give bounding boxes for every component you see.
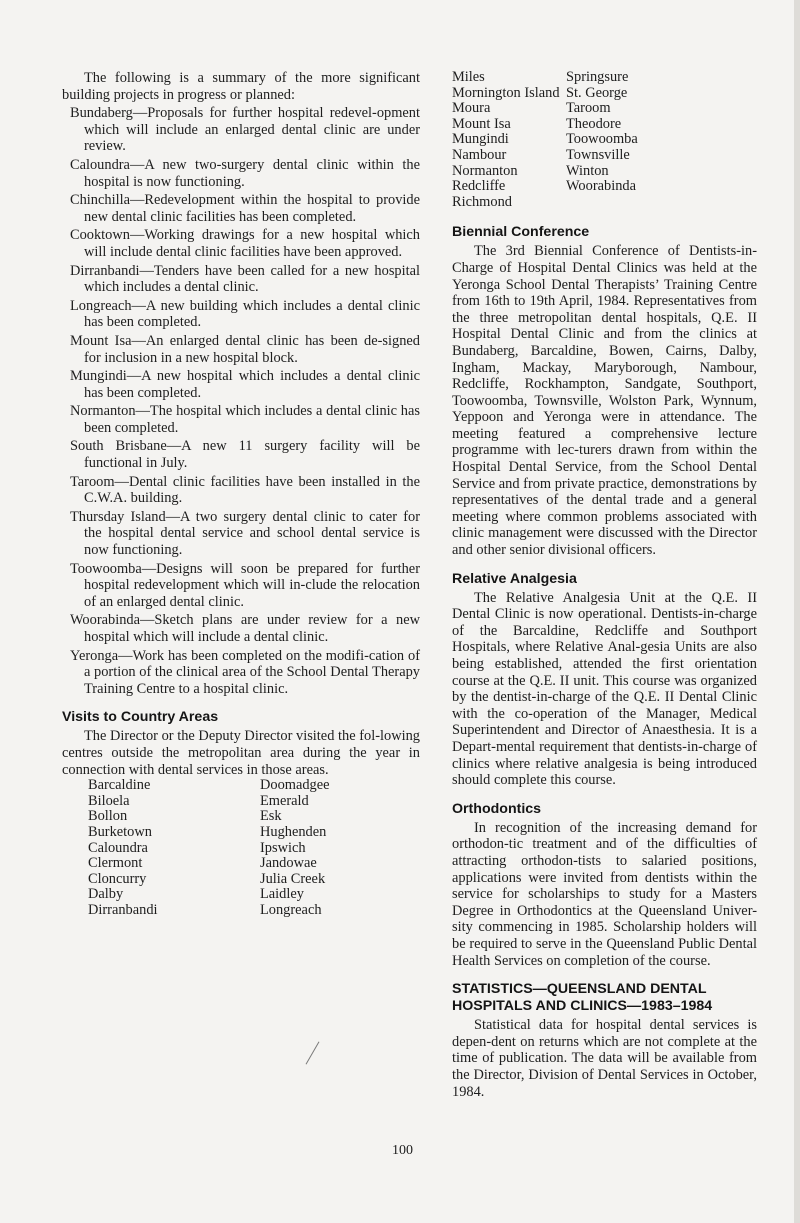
project-entry: Longreach—A new building which includes a dental clinic has been completed. [70, 297, 420, 331]
town-item: Cloncurry [88, 870, 147, 887]
orthodontics-heading: Orthodontics [452, 800, 542, 817]
project-entry: Taroom—Dental clinic facilities have been installed in the C.W.A. building. [70, 473, 420, 507]
biennial-conference-paragraph: The 3rd Biennial Conference of Dentists-in-Charge of Hospital Dental Clinics was held at the Yeronga School Dental Therapists’ Training Centre from 16th to 19th April, 1984. Representatives from the three metropolitan dental hospitals, Q.E. II Hospital Dental Clinic and from the clinics at Bundaberg, Barcaldine, Bowen, Cairns, Dalby, Ingham, Mackay, Maryborough, Nambour, Redcliffe, Rockhampton, Sandgate, Southport, Toowoomba, Townsville, Wolston Park, Wynnum, Yeppoon and Yeronga were in attendance. The meeting featured a comprehensive lecture programme with lec-turers drawn from within the Hospital Dental Service, from the School Dental Service and from private practice, demonstrations by representatives of the dental trade and a general meeting where common problems associated with clinic management were discussed with the Director and other senior divisional officers. [452, 243, 757, 559]
town-item: Woorabinda [566, 178, 636, 195]
biennial-conference-heading: Biennial Conference [452, 224, 590, 241]
visits-heading: Visits to Country Areas [62, 709, 219, 726]
town-item: Mungindi [452, 131, 509, 148]
page-edge-shadow [794, 0, 800, 1223]
visited-towns-list-continued [452, 70, 757, 210]
town-item: Dirranbandi [88, 901, 158, 918]
town-item: Doomadgee [260, 777, 330, 794]
town-item: Theodore [566, 115, 622, 132]
project-entry: South Brisbane—A new 11 surgery facility will be functional in July. [70, 438, 420, 472]
relative-analgesia-heading: Relative Analgesia [452, 570, 577, 587]
town-item: Normanton [452, 162, 518, 179]
pen-mark [306, 1041, 320, 1064]
town-item: Caloundra [88, 839, 148, 856]
town-item: St. George [566, 84, 628, 101]
project-entry: Chinchilla—Redevelopment within the hospital to provide new dental clinic facilities has been completed. [70, 192, 420, 225]
project-list [62, 105, 420, 697]
project-entry: Normanton—The hospital which includes a dental clinic has been completed. [70, 403, 420, 436]
town-item: Esk [260, 808, 282, 825]
town-item: Townsville [566, 146, 630, 163]
project-entry: Toowoomba—Designs will soon be prepared for further hospital redevelopment which will in-clude the relocation of an enlarged dental clinic. [70, 560, 420, 610]
right-column [452, 70, 757, 1100]
town-item: Nambour [452, 146, 507, 163]
town-item: Hughenden [260, 823, 327, 840]
relative-analgesia-paragraph: The Relative Analgesia Unit at the Q.E. II Dental Clinic is now operational. Dentists-in-charge of the Barcaldine, Redcliffe and Southport Hospitals, where Relative Anal-gesia Units are also being established, attended the first orientation course at the Q.E. II unit. This course was organized by the dentist-in-charge of the Q.E. II Dental Clinic with the co-operation of the Manager, Medical Superintendent and Director of Anaesthesia. It is a Depart-mental requirement that dentists-in-charge of clinics where relative analgesia is being introduced should complete this course. [452, 589, 757, 789]
statistics-paragraph: Statistical data for hospital dental services is depen-dent on returns which are not complete at the time of publication. The data will be available from the Director, Division of Dental Services in October, 1984. [452, 1017, 757, 1100]
statistics-heading: STATISTICS—QUEENSLAND DENTAL HOSPITALS AND CLINICS—1983–1984 [452, 981, 713, 1014]
town-item: Redcliffe [452, 178, 506, 195]
town-item: Toowoomba [566, 131, 638, 148]
town-item: Laidley [260, 886, 304, 903]
towns-column [260, 778, 330, 918]
intro-paragraph: The following is a summary of the more significant building projects in progress or planned: [62, 70, 420, 103]
left-column [62, 70, 420, 919]
town-item: Longreach [260, 901, 322, 918]
town-item: Bollon [88, 808, 128, 825]
project-entry: Woorabinda—Sketch plans are under review for a new hospital which will include a dental clinic. [70, 612, 420, 645]
project-entry: Cooktown—Working drawings for a new hospital which will include dental clinic facilities have been approved. [70, 227, 420, 260]
project-entry: Yeronga—Work has been completed on the modifi-cation of a portion of the clinical area of the School Dental Therapy Training Centre to a hospital clinic. [70, 647, 420, 697]
town-item: Clermont [88, 855, 143, 872]
town-item: Moura [452, 100, 491, 117]
page-number: 100 [392, 1143, 413, 1158]
project-entry: Dirranbandi—Tenders have been called for a new hospital which includes a dental clinic. [70, 262, 420, 296]
project-entry: Thursday Island—A two surgery dental clinic to cater for the hospital dental service and school dental service is now functioning. [70, 508, 420, 559]
towns-column [452, 70, 566, 210]
towns-column [88, 778, 260, 918]
town-item: Jandowae [260, 855, 317, 872]
town-item: Winton [566, 162, 609, 179]
towns-column [566, 70, 638, 210]
town-item: Julia Creek [260, 870, 326, 887]
town-item: Taroom [566, 100, 611, 117]
town-item: Burketown [88, 823, 152, 840]
project-entry: Bundaberg—Proposals for further hospital redevel-opment which will include an enlarged dental clinic are under review. [70, 105, 420, 155]
project-entry: Mungindi—A new hospital which includes a dental clinic has been completed. [70, 368, 420, 401]
town-item: Biloela [88, 792, 130, 809]
town-item: Mount Isa [452, 115, 511, 132]
visits-paragraph: The Director or the Deputy Director visited the fol-lowing centres outside the metropolitan area during the year in connection with dental services in those areas. [62, 728, 420, 778]
project-entry: Mount Isa—An enlarged dental clinic has been de-signed for inclusion in a new hospital block. [70, 332, 420, 366]
town-item: Emerald [260, 792, 309, 809]
visited-towns-list [62, 778, 420, 918]
town-item: Dalby [88, 886, 124, 903]
town-item: Richmond [452, 193, 512, 210]
project-entry: Caloundra—A new two-surgery dental clinic within the hospital is now functioning. [70, 156, 420, 190]
town-item: Ipswich [260, 839, 306, 856]
orthodontics-paragraph: In recognition of the increasing demand for orthodon-tic treatment and of the difficulties of attracting orthodon-tists to salaried positions, applications were invited from dentists within the service for scholarships to study for a Masters Degree in Orthodontics at the Queensland Univer-sity commencing in 1985. Scholarship holders will be required to serve in the Queensland Public Dental Health Services on completion of the course. [452, 819, 757, 969]
town-item: Mornington Island [452, 84, 560, 101]
town-item: Barcaldine [88, 777, 151, 794]
town-item: Miles [452, 69, 485, 85]
town-item: Springsure [566, 69, 629, 85]
